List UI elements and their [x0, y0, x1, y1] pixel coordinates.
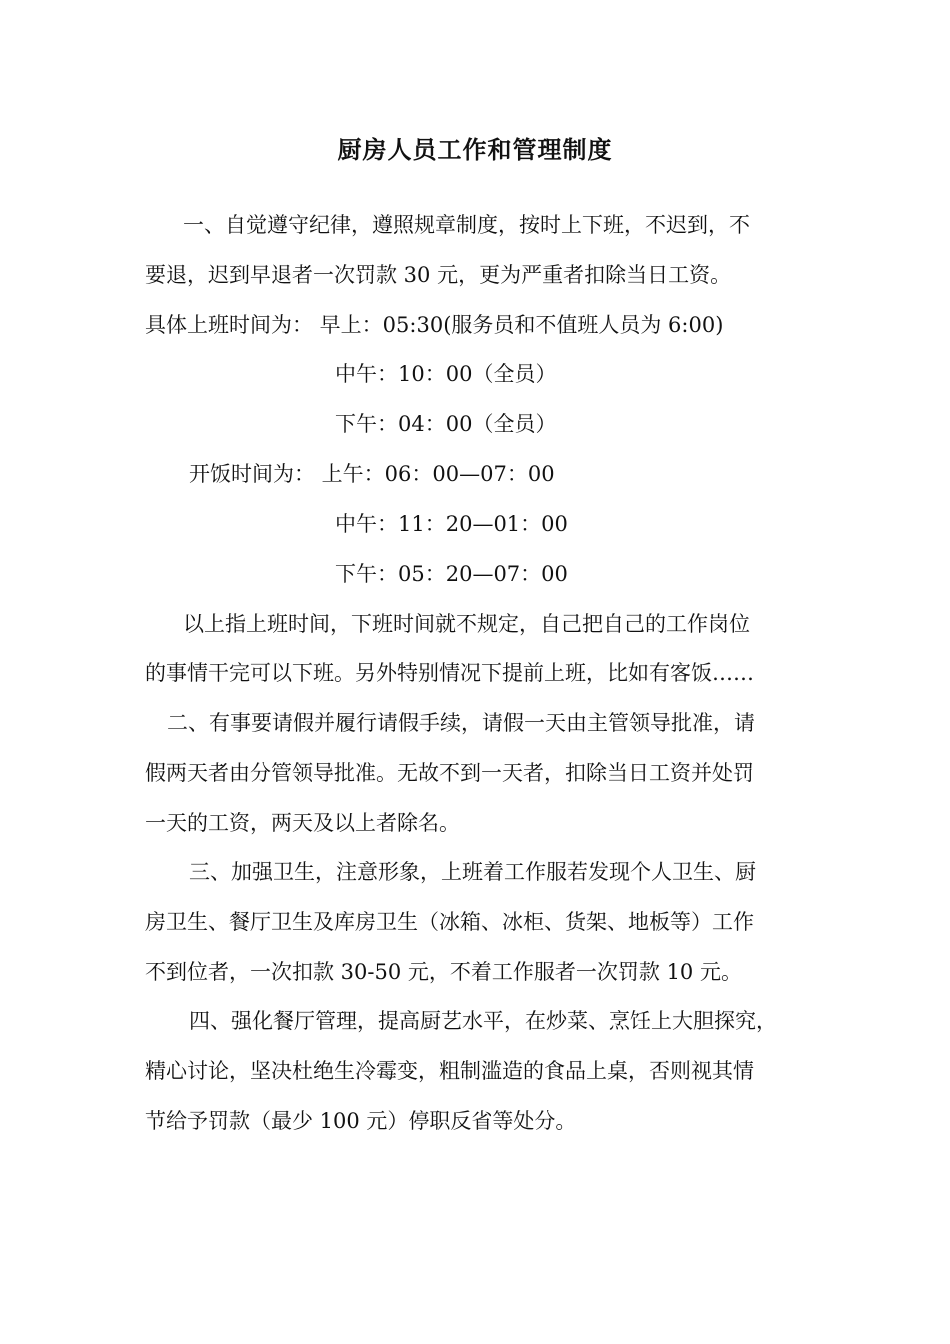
document-title: 厨房人员工作和管理制度: [337, 135, 613, 164]
rule-2-line-1: 二、有事要请假并履行请假手续，请假一天由主管领导批准，请: [167, 711, 755, 735]
note-line-2: 的事情干完可以下班。另外特别情况下提前上班，比如有客饭……: [145, 661, 754, 685]
work-time-afternoon: 下午：04：00（全员）: [335, 412, 557, 436]
rule-4-line-1: 四、强化餐厅管理，提高厨艺水平，在炒菜、烹饪上大胆探究，: [189, 1009, 777, 1033]
meal-time-afternoon: 下午：05：20—07：00: [335, 562, 568, 586]
note-line-1: 以上指上班时间，下班时间就不规定，自己把自己的工作岗位: [183, 612, 750, 636]
work-time-morning: 具体上班时间为： 早上：05:30(服务员和不值班人员为 6:00): [145, 313, 724, 337]
rule-3-line-2: 房卫生、餐厅卫生及库房卫生（冰箱、冰柜、货架、地板等）工作: [145, 910, 754, 934]
meal-time-morning: 开饭时间为： 上午：06：00—07：00: [189, 462, 555, 486]
rule-4-line-2: 精心讨论，坚决杜绝生冷霉变，粗制滥造的食品上桌，否则视其情: [145, 1059, 754, 1083]
work-time-noon: 中午：10：00（全员）: [335, 362, 557, 386]
rule-3-line-3: 不到位者，一次扣款 30-50 元，不着工作服者一次罚款 10 元。: [145, 960, 742, 984]
meal-time-noon: 中午：11：20—01：00: [335, 512, 568, 536]
rule-3-line-1: 三、加强卫生，注意形象，上班着工作服若发现个人卫生、厨: [189, 860, 756, 884]
rule-1-line-1: 一、自觉遵守纪律，遵照规章制度，按时上下班，不迟到，不: [183, 213, 750, 237]
rule-4-line-3: 节给予罚款（最少 100 元）停职反省等处分。: [145, 1109, 577, 1133]
rule-2-line-2: 假两天者由分管领导批准。无故不到一天者，扣除当日工资并处罚: [145, 761, 754, 785]
rule-1-line-2: 要退，迟到早退者一次罚款 30 元，更为严重者扣除当日工资。: [145, 263, 732, 287]
rule-2-line-3: 一天的工资，两天及以上者除名。: [145, 811, 460, 835]
